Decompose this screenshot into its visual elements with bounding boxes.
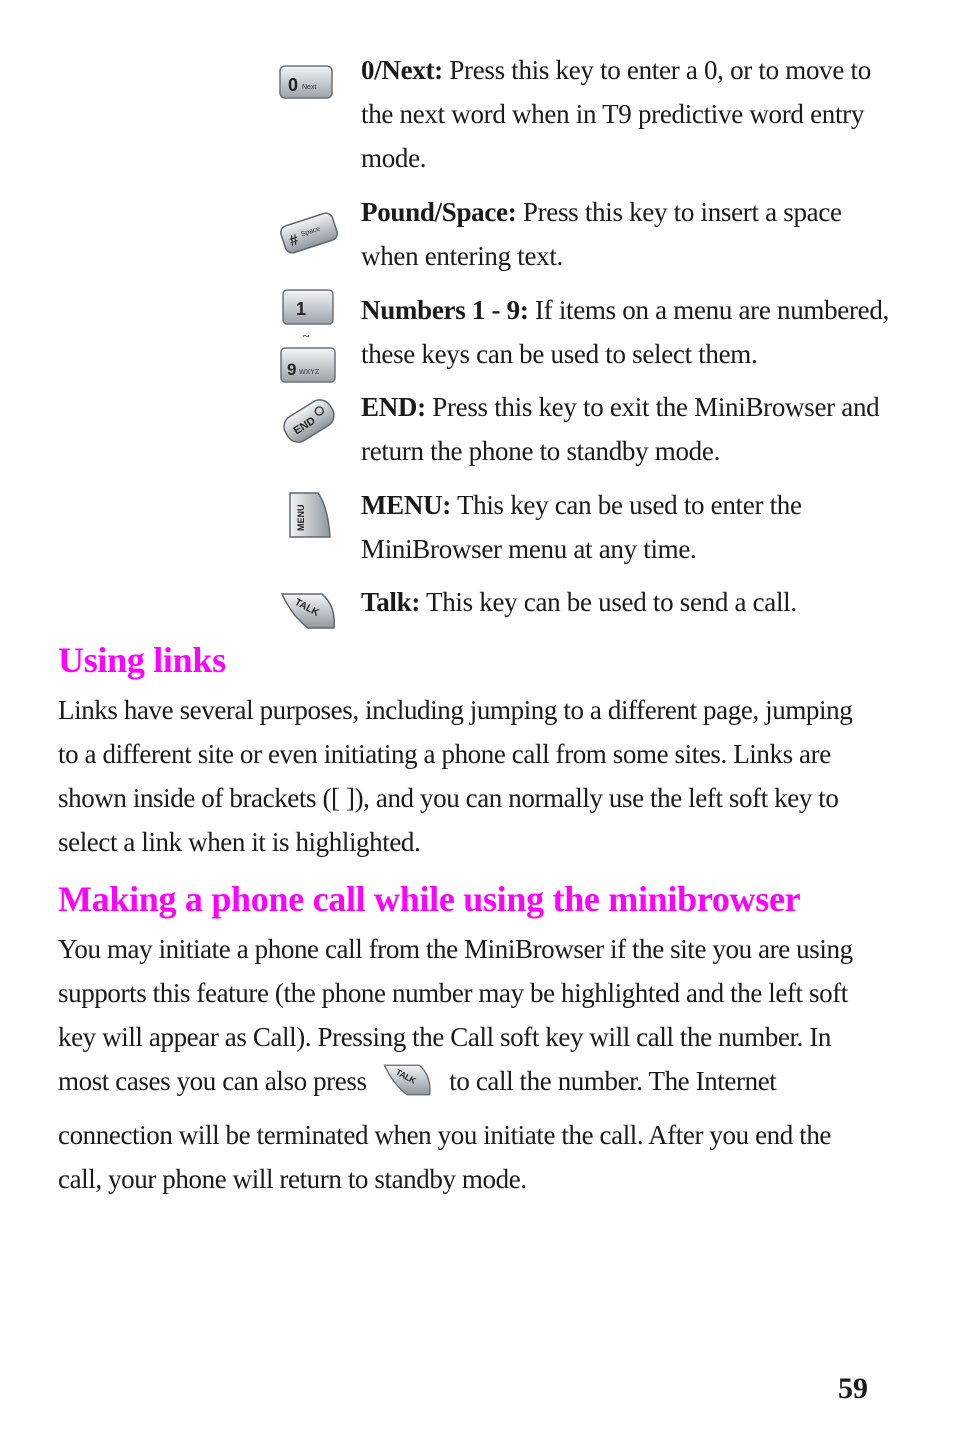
key-label: 0/Next: xyxy=(361,55,443,85)
talk-key-icon xyxy=(377,1060,439,1113)
svg-text:9: 9 xyxy=(287,360,297,379)
key-description xyxy=(361,580,898,624)
body-text: to call the number. The Internet connection will be terminated when you initiate the call. After you end the call, your phone will return to standby mode. xyxy=(58,1066,831,1194)
section-body-using-links: Links have several purposes, including jumping to a different page, jumping to a different site or even initiating a phone call from some sites. Links are shown inside of brackets ([ ]), and you can normally use the left soft key to select a link when it is highlighted. xyxy=(58,695,853,857)
section-heading-phone-call: Making a phone call while using the minibrowser xyxy=(58,879,801,919)
svg-text:Space: Space xyxy=(300,225,322,239)
svg-text:#: # xyxy=(287,231,301,250)
key-label: Numbers 1 - 9: xyxy=(361,295,529,325)
number-keys-icon xyxy=(278,288,340,386)
zero-next-key-icon xyxy=(278,62,340,102)
key-text: Press this key to insert a space when entering text. xyxy=(361,197,842,271)
key-label: MENU: xyxy=(361,490,451,520)
svg-text:Next: Next xyxy=(302,84,317,91)
svg-text:~: ~ xyxy=(302,328,310,343)
key-text: Press this key to exit the MiniBrowser and return the phone to standby mode. xyxy=(361,392,880,466)
key-text: This key can be used to enter the MiniBrowser menu at any time. xyxy=(361,490,802,564)
section-body-phone-call xyxy=(58,927,878,1201)
svg-text:0: 0 xyxy=(288,75,299,95)
svg-text:TALK: TALK xyxy=(292,596,321,619)
key-label: Pound/Space: xyxy=(361,197,517,227)
key-description xyxy=(361,190,898,278)
key-description xyxy=(361,385,898,473)
svg-text:END: END xyxy=(291,414,318,438)
body-text: You may initiate a phone call from the MiniBrowser if the site you are using supports this feature (the phone number may be highlighted and the left soft key will appear as Call). Pressing the Call soft key will call the number. In most cases you can also press xyxy=(58,934,853,1096)
key-description xyxy=(361,288,898,376)
key-description xyxy=(361,48,898,180)
key-text: Press this key to enter a 0, or to move to the next word when in T9 predictive word entry mode. xyxy=(361,55,871,173)
svg-text:1: 1 xyxy=(296,299,307,319)
key-label: END: xyxy=(361,392,426,422)
key-text: This key can be used to send a call. xyxy=(420,587,797,617)
key-label: Talk: xyxy=(361,587,421,617)
talk-key-icon xyxy=(278,588,340,634)
section-heading-using-links: Using links xyxy=(58,640,226,680)
svg-text:TALK: TALK xyxy=(393,1066,418,1086)
end-key-icon xyxy=(278,395,340,447)
svg-text:WXYZ: WXYZ xyxy=(299,369,320,376)
key-description xyxy=(361,483,898,571)
svg-text:MENU: MENU xyxy=(296,504,306,531)
page-number: 59 xyxy=(838,1372,868,1405)
key-text: If items on a menu are numbered, these keys can be used to select them. xyxy=(361,295,889,369)
menu-key-icon xyxy=(278,491,340,541)
pound-space-key-icon xyxy=(278,210,340,256)
